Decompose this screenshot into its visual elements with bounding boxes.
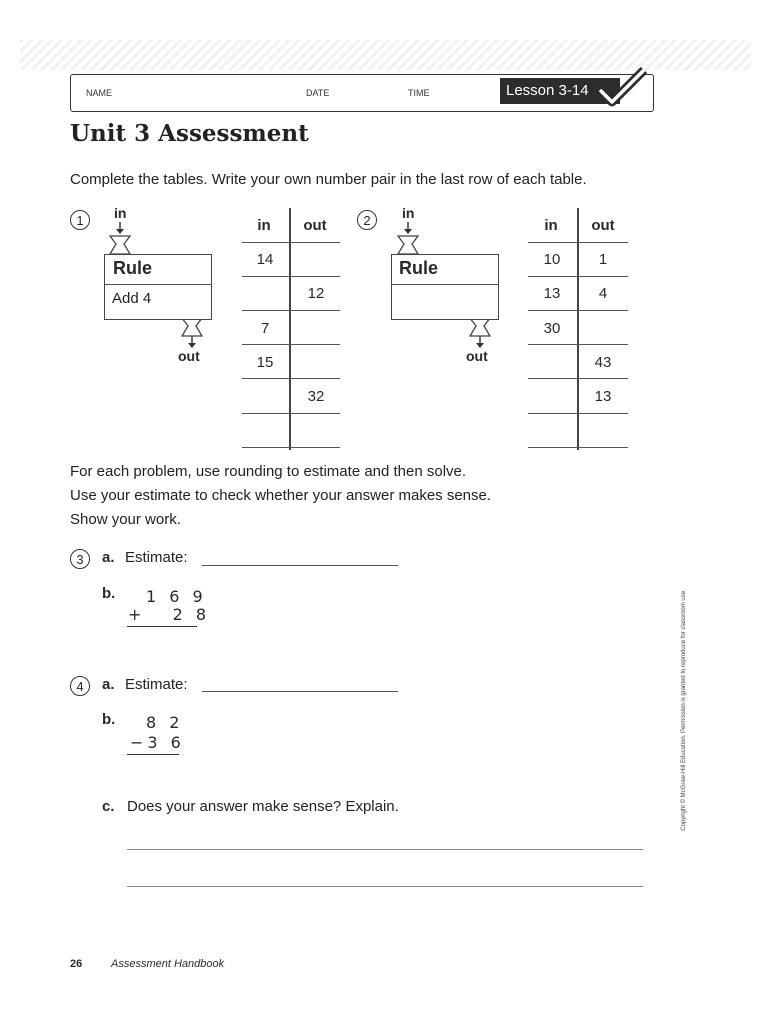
table-cell: 14: [256, 251, 274, 268]
problem-1-rule-text: Add 4: [112, 290, 152, 307]
problem-2-rule-title: Rule: [399, 258, 439, 278]
answer-line-1[interactable]: [127, 849, 643, 850]
problem-4-subtrahend: −3 6: [130, 733, 185, 752]
problem-4c-text: Does your answer make sense? Explain.: [127, 798, 399, 815]
problem-1-rule-divider: [104, 284, 212, 285]
directions-line-1: For each problem, use rounding to estimate and then solve.: [70, 463, 467, 480]
problem-2-out-label: out: [466, 348, 488, 364]
problem-3b-label: b.: [102, 585, 116, 602]
problem-3a-text: Estimate:: [125, 549, 188, 566]
book-title: Assessment Handbook: [111, 958, 225, 970]
problem-1-table-header-in: in: [257, 217, 271, 234]
copyright-text: Copyright © McGraw-Hill Education. Permission is granted to reproduce for classroom use.: [681, 589, 687, 831]
table-cell: 43: [594, 354, 612, 371]
table-cell: 1: [598, 251, 608, 268]
problem-3-addend-top: 1 6 9: [146, 587, 207, 606]
instructions: Complete the tables. Write your own number pair in the last row of each table.: [70, 171, 587, 188]
problem-2-table-header-out: out: [591, 217, 615, 234]
table-rule: [242, 378, 340, 379]
problem-2-in-label: in: [402, 205, 415, 221]
time-label: TIME: [408, 88, 430, 98]
page-title: Unit 3 Assessment: [70, 120, 309, 147]
page-number: 26: [70, 958, 83, 970]
problem-1-number: 1: [70, 210, 90, 230]
problem-1-rule-title: Rule: [113, 258, 153, 278]
problem-3a-label: a.: [102, 549, 115, 566]
table-rule: [528, 276, 628, 277]
table-cell: 30: [543, 320, 561, 337]
problem-1-in-label: in: [114, 205, 127, 221]
problem-1-out-label: out: [178, 348, 200, 364]
checkmark-icon: [594, 66, 652, 108]
problem-4-minuend: 8 2: [146, 713, 184, 732]
table-rule: [528, 310, 628, 311]
problem-2-number: 2: [357, 210, 377, 230]
table-cell: 10: [543, 251, 561, 268]
table-cell: 12: [307, 285, 325, 302]
problem-3-addend-bottom: + 2 8: [128, 605, 211, 624]
problem-4a-text: Estimate:: [125, 676, 188, 693]
table-rule: [528, 378, 628, 379]
problem-2-rule-divider: [391, 284, 499, 285]
table-cell: 7: [260, 320, 270, 337]
name-label: NAME: [86, 88, 113, 98]
directions-line-3: Show your work.: [70, 511, 181, 528]
directions-line-2: Use your estimate to check whether your answer makes sense.: [70, 487, 492, 504]
problem-3-number: 3: [70, 549, 90, 569]
problem-4-difference-line: [127, 754, 179, 755]
table-rule: [242, 413, 340, 414]
table-rule: [528, 242, 628, 243]
table-rule: [242, 447, 340, 448]
table-rule: [528, 413, 628, 414]
table-rule: [528, 447, 628, 448]
table-rule: [242, 344, 340, 345]
table-cell: 15: [256, 354, 274, 371]
problem-2-table-header-in: in: [544, 217, 558, 234]
problem-4-estimate-line[interactable]: [202, 691, 398, 692]
problem-4a-label: a.: [102, 676, 115, 693]
answer-line-2[interactable]: [127, 886, 643, 887]
table-rule: [242, 310, 340, 311]
table-cell: 4: [598, 285, 608, 302]
problem-3-sum-line: [127, 626, 197, 627]
problem-3-estimate-line[interactable]: [202, 565, 398, 566]
lesson-badge: Lesson 3-14: [500, 78, 620, 104]
table-cell: 32: [307, 388, 325, 405]
date-label: DATE: [306, 88, 330, 98]
table-rule: [528, 344, 628, 345]
table-cell: 13: [594, 388, 612, 405]
problem-4c-label: c.: [102, 798, 115, 815]
problem-4b-label: b.: [102, 711, 116, 728]
problem-4-number: 4: [70, 676, 90, 696]
table-cell: 13: [543, 285, 561, 302]
copyright-notice: [678, 562, 690, 858]
problem-1-table-header-out: out: [303, 217, 327, 234]
table-rule: [242, 242, 340, 243]
table-rule: [242, 276, 340, 277]
